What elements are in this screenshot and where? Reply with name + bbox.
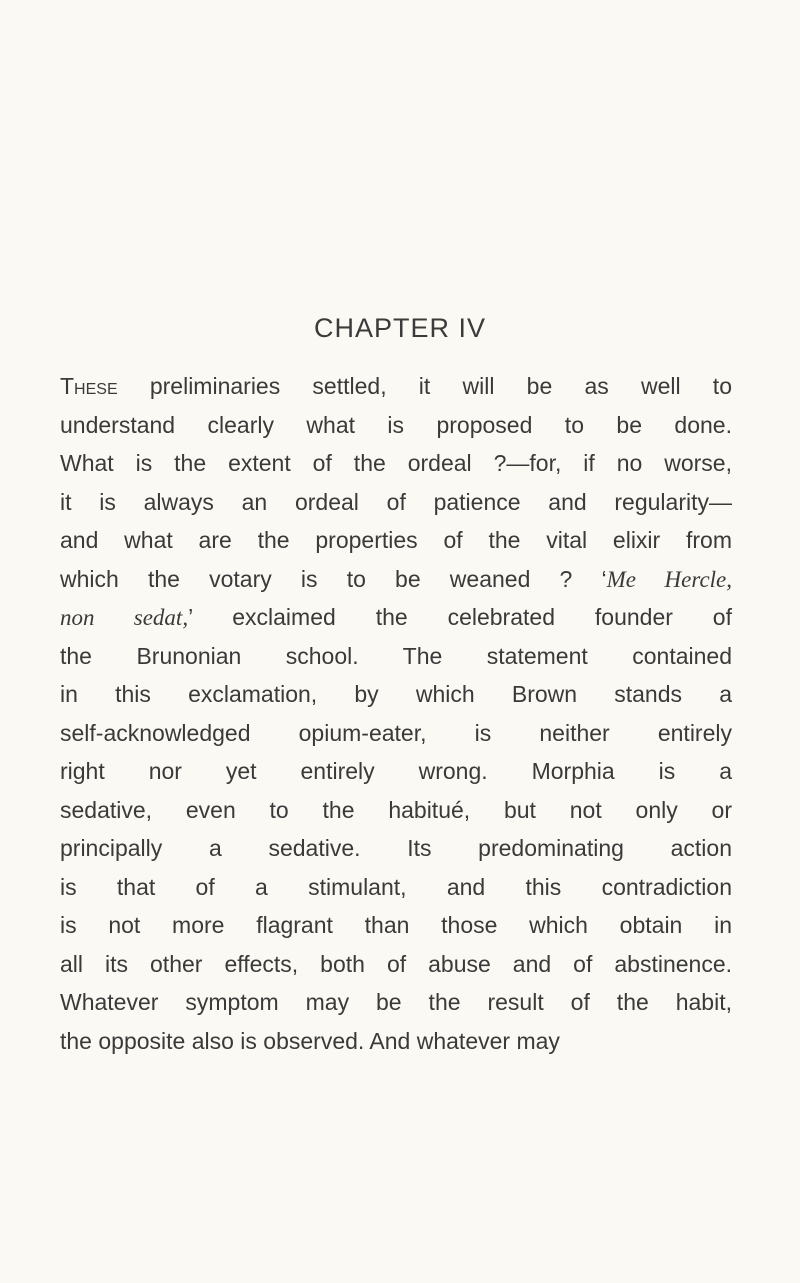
text-run: sedative, even to the habitué, but not only or [60, 796, 732, 823]
text-line [60, 868, 732, 907]
text-run: self-acknowledged opium-eater, is neither entirely [60, 719, 732, 746]
text-line [60, 983, 732, 1022]
text-run: ’ exclaimed the celebrated founder of [188, 604, 732, 630]
text-line [60, 598, 732, 637]
text-line [60, 637, 732, 676]
text-run: preliminaries settled, it will be as well to [117, 373, 732, 399]
text-line [60, 367, 732, 406]
text-line [60, 406, 732, 445]
text-run: understand clearly what is proposed to be done. [60, 411, 732, 438]
text-run: in this exclamation, by which Brown stands a [60, 681, 732, 707]
text-run: all its other effects, both of abuse and of abstinence. [60, 950, 732, 977]
text-line [60, 829, 732, 868]
text-run: which the votary is to be weaned ? ‘ [60, 565, 607, 592]
text-line [60, 752, 732, 791]
chapter-heading: CHAPTER IV [313, 313, 487, 343]
text-run: Whatever symptom may be the result of the habit, [60, 989, 732, 1015]
text-line [60, 521, 732, 560]
text-run: it is always an ordeal of patience and regularity— [60, 488, 732, 515]
text-line [60, 1022, 732, 1061]
text-run: and what are the properties of the vital elixir from [60, 527, 732, 553]
text-line [60, 444, 732, 483]
text-line [60, 791, 732, 830]
italic-phrase: Me Hercle, [606, 566, 732, 592]
text-run: right nor yet entirely wrong. Morphia is a [60, 758, 732, 784]
text-run: is not more flagrant than those which obtain in [60, 912, 732, 938]
drop-smallcaps-word: These [60, 373, 118, 399]
text-line [60, 714, 732, 753]
text-run: is that of a stimulant, and this contradiction [60, 873, 732, 900]
text-line [60, 560, 732, 599]
text-run: What is the extent of the ordeal ?—for, if no worse, [60, 450, 732, 476]
text-line [60, 675, 732, 714]
text-run: the opposite also is observed. And whatever may [60, 1027, 560, 1054]
text-run: principally a sedative. Its predominating action [60, 835, 732, 861]
italic-phrase: non sedat, [60, 605, 189, 630]
text-line [60, 945, 732, 984]
text-line [60, 483, 732, 522]
text-line [60, 906, 732, 945]
chapter-body-text [60, 367, 732, 1060]
text-run: the Brunonian school. The statement contained [60, 642, 732, 669]
